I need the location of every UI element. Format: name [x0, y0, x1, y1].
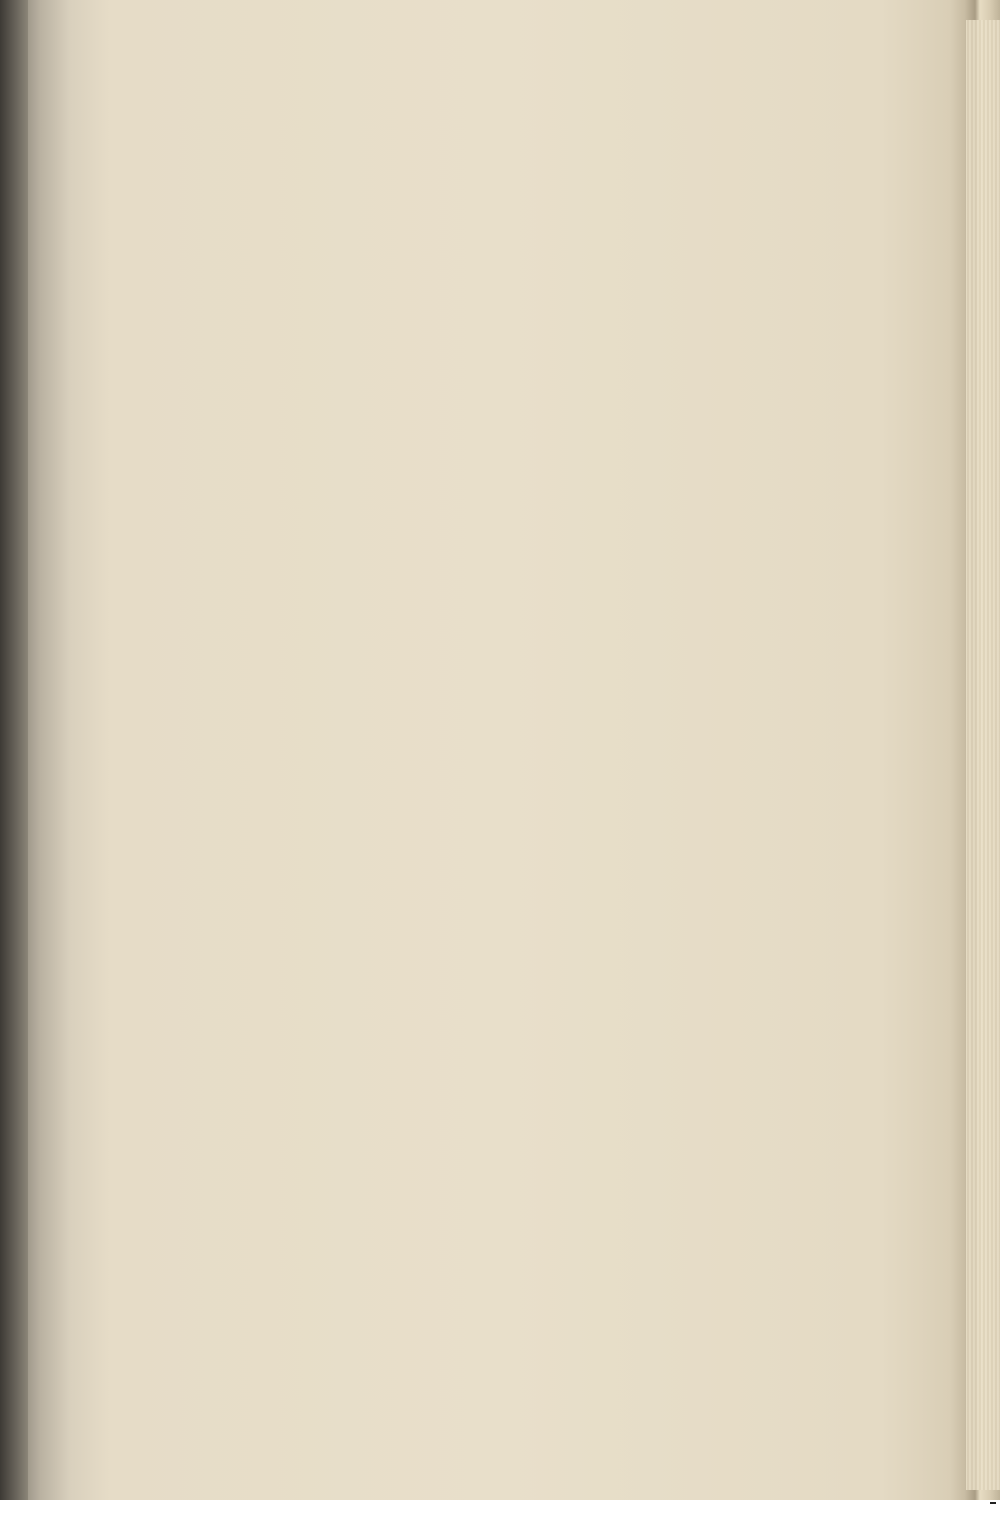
footer-bar	[0, 1500, 1000, 1518]
dfg-logo	[990, 1502, 996, 1504]
page-block-edge	[966, 20, 1000, 1490]
facing-page-edge	[0, 0, 28, 1500]
